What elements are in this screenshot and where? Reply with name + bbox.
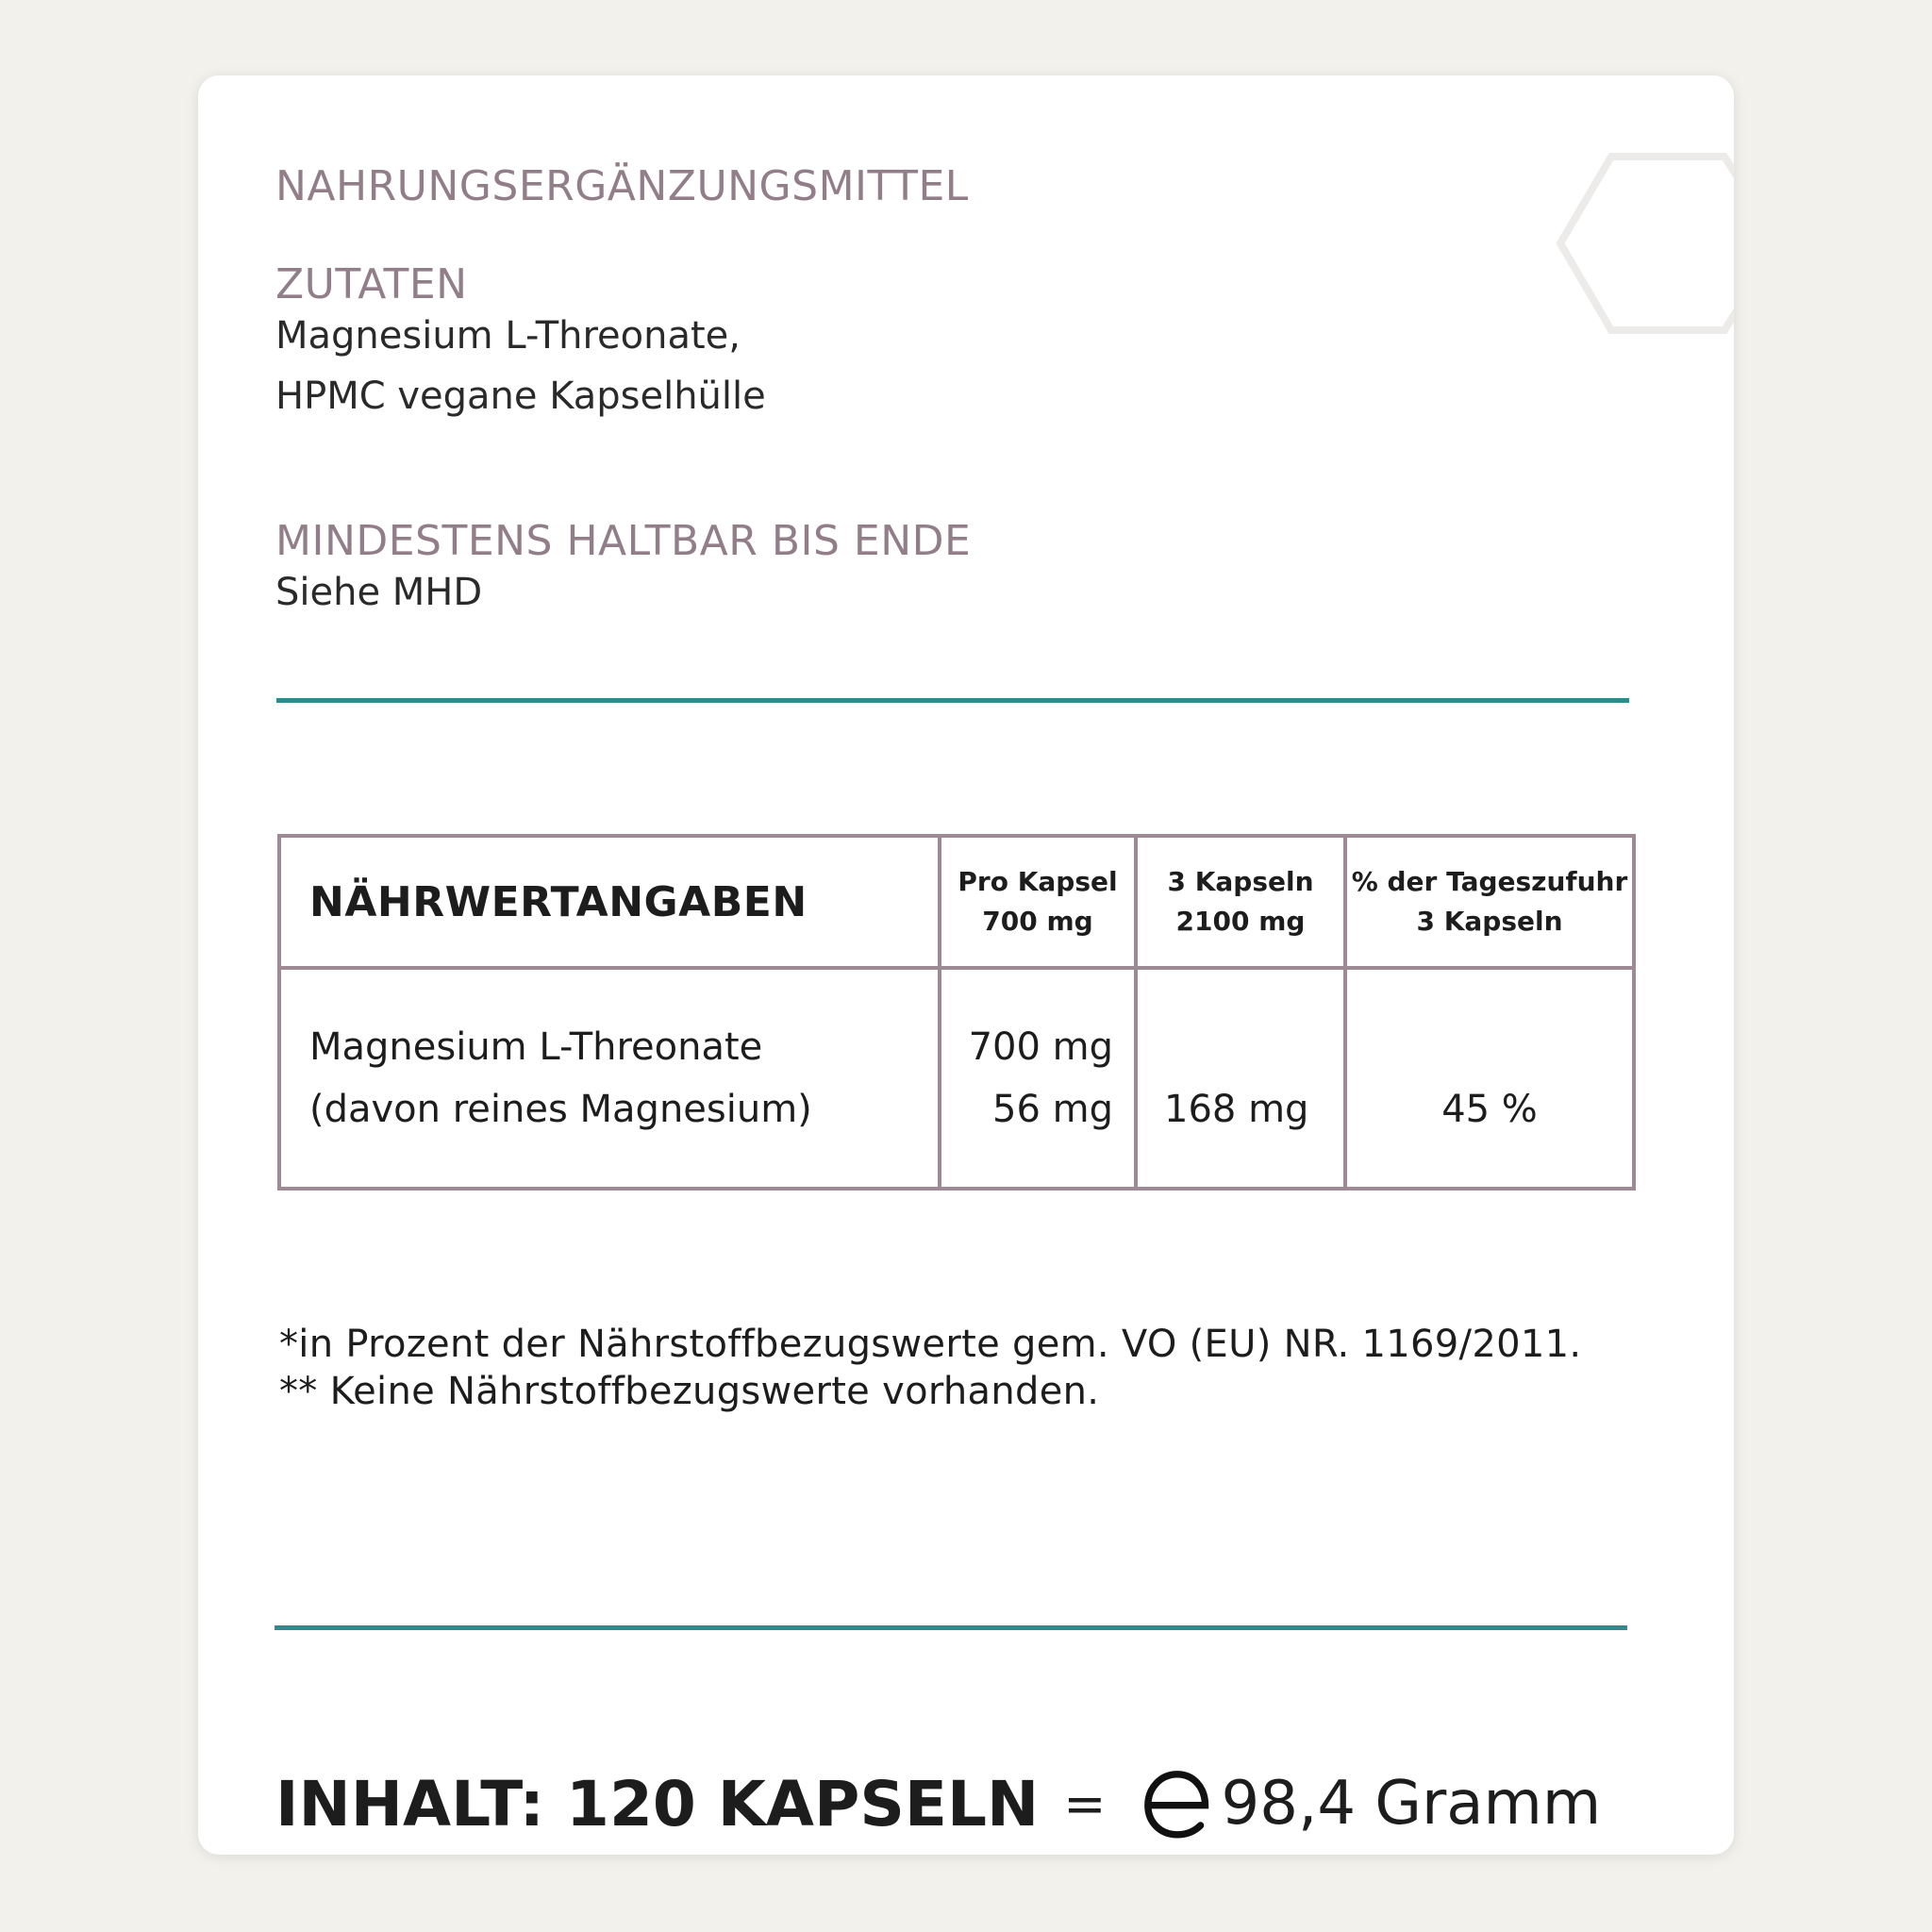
nutrition-table [277,834,1636,1191]
column-header-three-capsules [1136,836,1345,968]
column-header-per-capsule [940,836,1136,968]
three-capsules-value: 168 mg [1164,1088,1309,1131]
ingredients-heading: ZUTATEN [275,260,468,308]
nutrition-table-title: NÄHRWERTANGABEN [279,836,940,968]
product-label-card [198,75,1734,1855]
divider-bottom [275,1625,1627,1630]
column-header-daily-percent [1345,836,1634,968]
per-capsule-magnesium-value: 56 mg [992,1088,1113,1131]
nutrition-table-header [279,836,1634,968]
net-content-label: INHALT: 120 KAPSELN [275,1767,1040,1840]
footnotes [279,1321,1581,1415]
best-before-heading: MINDESTENS HALTBAR BIS ENDE [275,517,972,565]
estimated-sign-icon [1139,1765,1216,1842]
equals-sign: = [1063,1774,1107,1834]
net-content [275,1765,1601,1842]
category-heading: NAHRUNGSERGÄNZUNGSMITTEL [275,162,969,210]
three-capsules-cell [1136,968,1345,1189]
daily-percent-value: 45 % [1441,1088,1538,1131]
per-capsule-cell [940,968,1136,1189]
column-header-per-capsule-line2: 700 mg [982,906,1093,937]
best-before-value: Siehe MHD [275,571,483,614]
hexagon-outline-icon [1557,149,1734,338]
nutrient-subname: (davon reines Magnesium) [309,1088,812,1131]
ingredients-line-2: HPMC vegane Kapselhülle [275,375,766,418]
divider-top [276,698,1629,703]
column-header-three-capsules-line1: 3 Kapseln [1167,866,1314,897]
nutrient-name: Magnesium L-Threonate [309,1025,763,1069]
column-header-daily-percent-line1: % der Tageszufuhr [1351,866,1628,897]
per-capsule-value: 700 mg [968,1025,1113,1069]
net-content-weight: 98,4 Gramm [1221,1769,1602,1839]
ingredients-line-1: Magnesium L-Threonate, [275,314,741,358]
footnote-2: ** Keine Nährstoffbezugswerte vorhanden. [279,1370,1100,1413]
footnote-1: *in Prozent der Nährstoffbezugswerte gem. VO (EU) NR. 1169/2011. [279,1323,1582,1366]
nutrient-name-cell [279,968,940,1189]
column-header-per-capsule-line1: Pro Kapsel [958,866,1118,897]
column-header-three-capsules-line2: 2100 mg [1175,906,1306,937]
table-row [279,968,1634,1189]
daily-percent-cell [1345,968,1634,1189]
column-header-daily-percent-line2: 3 Kapseln [1416,906,1563,937]
